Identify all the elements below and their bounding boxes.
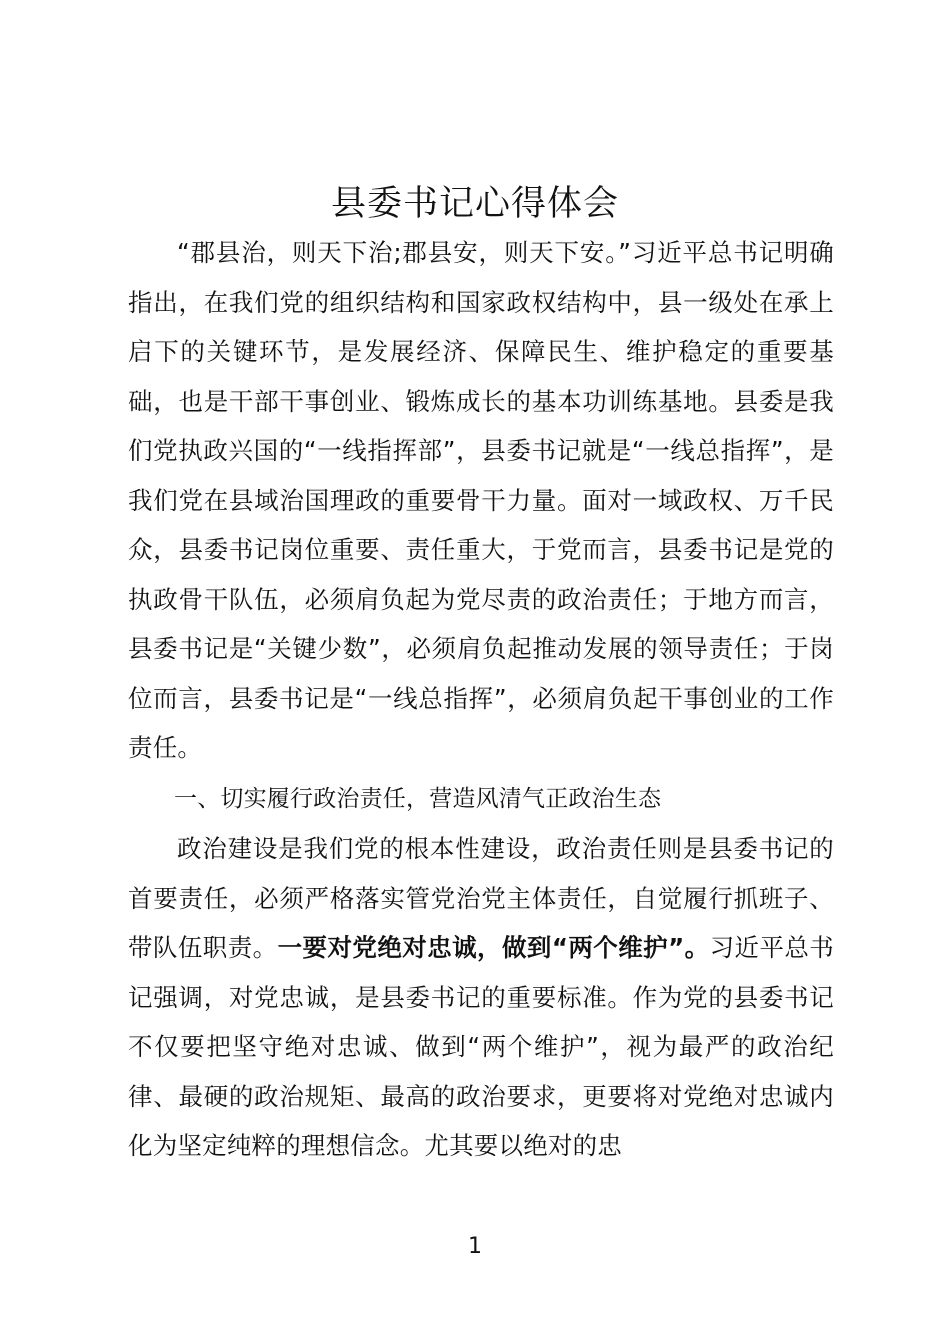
document-body [128, 228, 834, 1171]
section-paragraph-bold: 一要对党绝对忠诚，做到“两个维护”。 [277, 933, 710, 962]
section-paragraph [128, 824, 834, 1171]
document-title: 县委书记心得体会 [330, 184, 619, 224]
section-paragraph-text-2: 习近平总书记强调，对党忠诚，是县委书记的重要标准。作为党的县委书记不仅要把坚守绝对忠诚、做到“两个维护”，视为最严的政治纪律、最硬的政治规矩、最高的政治要求，更要将对党绝对忠诚内化为坚定纯粹的理想信念。尤其要以绝对的忠 [128, 933, 835, 1160]
intro-paragraph: “郡县治，则天下治;郡县安，则天下安。”习近平总书记明确指出，在我们党的组织结构和国家政权结构中，县一级处在承上启下的关键环节，是发展经济、保障民生、维护稳定的重要基础，也是干部干事创业、锻炼成长的基本功训练基地。县委是我们党执政兴国的“一线指挥部”，县委书记就是“一线总指挥”，是我们党在县域治国理政的重要骨干力量。面对一域政权、万千民众，县委书记岗位重要、责任重大，于党而言，县委书记是党的执政骨干队伍，必须肩负起为党尽责的政治责任；于地方而言，县委书记是“关键少数”，必须肩负起推动发展的领导责任；于岗位而言，县委书记是“一线总指挥”，必须肩负起干事创业的工作责任。 [128, 238, 834, 762]
section-heading: 一、切实履行政治责任，营造风清气正政治生态 [174, 785, 662, 812]
section-paragraph-text-1: 政治建设是我们党的根本性建设，政治责任则是县委书记的首要责任，必须严格落实管党治党主体责任，自觉履行抓班子、带队伍职责。 [128, 834, 834, 962]
page-number: 1 [468, 1234, 482, 1259]
